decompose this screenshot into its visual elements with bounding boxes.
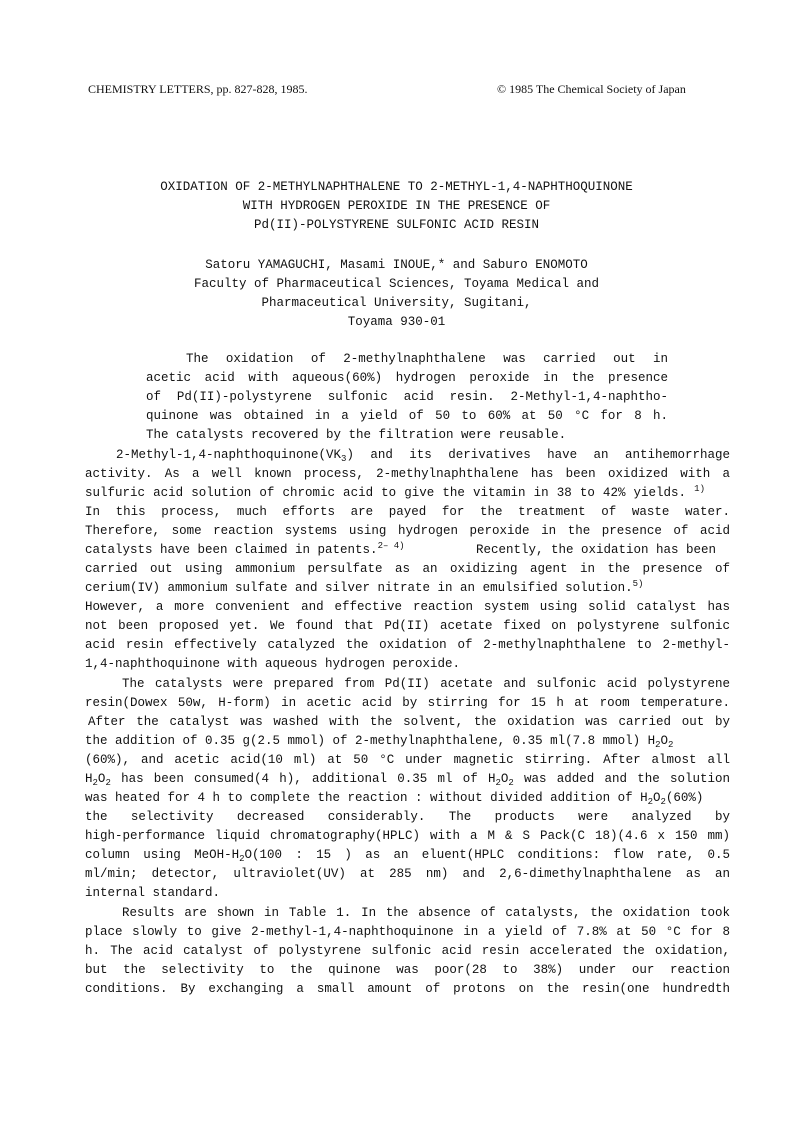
body-line: 1,4-naphthoquinone with aqueous hydrogen peroxide. [85, 657, 461, 671]
article-title-line-1: OXIDATION OF 2-METHYLNAPHTHALENE TO 2-METHYL-1,4-NAPHTHOQUINONE [160, 180, 633, 194]
body-line: $2-Methyl-1,4-naphthoquinone(VK_3)$ and its derivatives have an antihemorrhage [116, 448, 730, 464]
body-line: conditions. By exchanging a small amount of protons on the resin(one hundredth [85, 982, 730, 996]
body-line: Therefore, some reaction systems using hydrogen peroxide in the presence of acid [85, 524, 730, 538]
body-line: high-performance liquid chromatography(HPLC) with a M & S Pack(C 18)(4.6 x 150 mm) [85, 829, 730, 843]
body-line: The catalysts were prepared from Pd(II) acetate and sulfonic acid polystyrene [122, 677, 730, 691]
copyright-notice: © 1985 The Chemical Society of Japan [497, 82, 686, 96]
body-line: the selectivity decreased considerably. The products were analyzed by [85, 810, 730, 824]
affiliation-line-1: Faculty of Pharmaceutical Sciences, Toyama Medical and [193, 277, 600, 291]
reference-marker: 1) [694, 484, 705, 494]
body-line: but the selectivity to the quinone was poor(28 to 38%) under our reaction [85, 963, 730, 977]
article-title-line-3: Pd(II)-POLYSTYRENE SULFONIC ACID RESIN [253, 218, 540, 232]
body-line: After the catalyst was washed with the solvent, the oxidation was carried out by [88, 715, 730, 729]
reference-marker: 2– 4) [377, 541, 405, 551]
abstract-line-5: The catalysts recovered by the filtration were reusable. [146, 428, 567, 442]
body-line: $H_2O_2$ has been consumed(4 h), additional 0.35 ml of $H_2O_2$ was added and the solution [85, 772, 730, 788]
affiliation-line-3: Toyama 930-01 [347, 315, 446, 329]
abstract-line-4: quinone was obtained in a yield of 50 to 60% at 50 °C for 8 h. [146, 409, 668, 423]
abstract-line-2: acetic acid with aqueous(60%) hydrogen peroxide in the presence [146, 371, 668, 385]
body-line: was heated for 4 h to complete the reaction : without divided addition of $H_2O_2(60\%)$ [85, 791, 704, 807]
body-line: ml/min; detector, ultraviolet(UV) at 285 nm) and 2,6-dimethylnaphthalene as an [85, 867, 730, 881]
body-line: Results are shown in Table 1. In the absence of catalysts, the oxidation took [122, 906, 730, 920]
body-line: the addition of 0.35 g(2.5 mmol) of 2-methylnaphthalene, 0.35 ml(7.8 mmol) $H_2O_2$ [85, 734, 674, 750]
body-line: carried out using ammonium persulfate as an oxidizing agent in the presence of [85, 562, 730, 576]
body-line: h. The acid catalyst of polystyrene sulfonic acid resin accelerated the oxidation, [85, 944, 730, 958]
reference-marker: 5) [632, 579, 644, 589]
body-line: resin(Dowex 50w, H-form) in acetic acid by stirring for 15 h at room temperature. [85, 696, 730, 710]
body-line: place slowly to give 2-methyl-1,4-naphthoquinone in a yield of 7.8% at 50 °C for 8 [85, 925, 730, 939]
body-line: In this process, much efforts are payed for the treatment of waste water. [85, 505, 730, 519]
journal-citation: CHEMISTRY LETTERS, pp. 827-828, 1985. [88, 82, 308, 96]
body-line: However, a more convenient and effective reaction system using solid catalyst has [85, 600, 730, 614]
body-line: Recently, the oxidation has been [476, 543, 717, 557]
affiliation-line-2: Pharmaceutical University, Sugitani, [261, 296, 532, 310]
abstract-line-3: of Pd(II)-polystyrene sulfonic acid resin. 2-Methyl-1,4-naphtho- [146, 390, 668, 404]
body-line: not been proposed yet. We found that Pd(II) acetate fixed on polystyrene sulfonic [85, 619, 730, 633]
body-line: cerium(IV) ammonium sulfate and silver nitrate in an emulsified solution.$^{5)}$ [85, 579, 644, 595]
body-line: sulfuric acid solution of chromic acid to give the vitamin in 38 to 42% yields. $^{1)}$ [85, 484, 705, 500]
body-line: (60%), and acetic acid(10 ml) at 50 °C under magnetic stirring. After almost all [85, 753, 730, 767]
body-line: internal standard. [85, 886, 221, 900]
body-line: column using MeOH-$H_2O(100$ : 15 ) as an eluent(HPLC conditions: flow rate, 0.5 [85, 848, 730, 864]
body-line: acid resin effectively catalyzed the oxidation of 2-methylnaphthalene to 2-methyl- [85, 638, 730, 652]
body-line: catalysts have been claimed in patents.$^{2- 4)}$ [85, 541, 405, 557]
author-list: Satoru YAMAGUCHI, Masami INOUE,* and Saburo ENOMOTO [205, 258, 588, 272]
abstract-line-1: The oxidation of 2-methylnaphthalene was carried out in [186, 352, 668, 366]
article-title-line-2: WITH HYDROGEN PEROXIDE IN THE PRESENCE OF [242, 199, 551, 213]
body-line: activity. As a well known process, 2-methylnaphthalene has been oxidized with a [85, 467, 730, 481]
